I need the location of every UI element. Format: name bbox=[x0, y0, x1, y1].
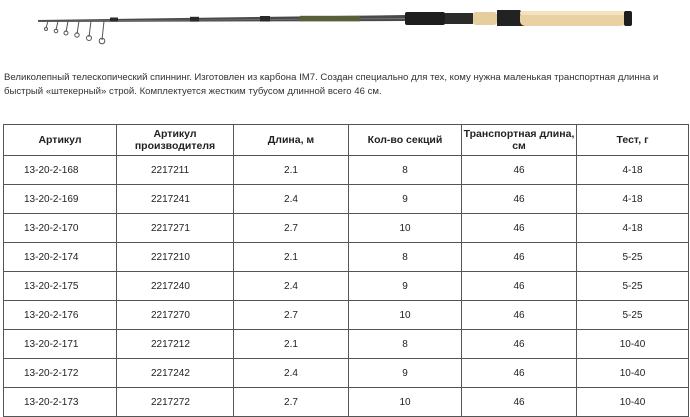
cell-transport-length: 46 bbox=[462, 185, 577, 214]
cell-sections: 9 bbox=[349, 359, 462, 388]
cell-test: 5-25 bbox=[577, 243, 689, 272]
cell-sections: 9 bbox=[349, 272, 462, 301]
cell-manufacturer-article: 2217240 bbox=[117, 272, 234, 301]
cell-article: 13-20-2-171 bbox=[4, 330, 117, 359]
cell-transport-length: 46 bbox=[462, 156, 577, 185]
cell-transport-length: 46 bbox=[462, 214, 577, 243]
cell-test: 4-18 bbox=[577, 156, 689, 185]
cell-transport-length: 46 bbox=[462, 359, 577, 388]
cell-test: 4-18 bbox=[577, 214, 689, 243]
cell-sections: 8 bbox=[349, 156, 462, 185]
cell-manufacturer-article: 2217212 bbox=[117, 330, 234, 359]
table-row bbox=[4, 359, 689, 388]
cell-length: 2.4 bbox=[234, 272, 349, 301]
table-row bbox=[4, 214, 689, 243]
cell-test: 5-25 bbox=[577, 272, 689, 301]
cell-manufacturer-article: 2217242 bbox=[117, 359, 234, 388]
table-row bbox=[4, 301, 689, 330]
cell-article: 13-20-2-173 bbox=[4, 388, 117, 417]
cell-article: 13-20-2-170 bbox=[4, 214, 117, 243]
cell-length: 2.1 bbox=[234, 330, 349, 359]
cell-sections: 9 bbox=[349, 185, 462, 214]
table-row bbox=[4, 330, 689, 359]
cell-article: 13-20-2-169 bbox=[4, 185, 117, 214]
header-article: Артикул bbox=[4, 125, 117, 156]
cell-sections: 10 bbox=[349, 301, 462, 330]
cell-length: 2.1 bbox=[234, 243, 349, 272]
cell-article: 13-20-2-172 bbox=[4, 359, 117, 388]
table-row bbox=[4, 185, 689, 214]
header-manufacturer-article: Артикул производителя bbox=[117, 125, 234, 156]
cell-length: 2.4 bbox=[234, 185, 349, 214]
cell-sections: 10 bbox=[349, 388, 462, 417]
cell-transport-length: 46 bbox=[462, 330, 577, 359]
table-row bbox=[4, 388, 689, 417]
cell-sections: 10 bbox=[349, 214, 462, 243]
rod-joint bbox=[110, 18, 118, 22]
cell-transport-length: 46 bbox=[462, 243, 577, 272]
cell-test: 10-40 bbox=[577, 388, 689, 417]
rod-joint bbox=[190, 17, 199, 22]
cell-manufacturer-article: 2217241 bbox=[117, 185, 234, 214]
cell-article: 13-20-2-176 bbox=[4, 301, 117, 330]
cell-sections: 8 bbox=[349, 243, 462, 272]
header-transport-length: Транспортная длина, см bbox=[462, 125, 577, 156]
table-row bbox=[4, 156, 689, 185]
cell-manufacturer-article: 2217271 bbox=[117, 214, 234, 243]
table-row bbox=[4, 243, 689, 272]
table-row bbox=[4, 272, 689, 301]
cell-transport-length: 46 bbox=[462, 388, 577, 417]
cell-article: 13-20-2-175 bbox=[4, 272, 117, 301]
cell-transport-length: 46 bbox=[462, 272, 577, 301]
header-sections: Кол-во секций bbox=[349, 125, 462, 156]
product-description: Великолепный телескопический спиннинг. Изготовлен из карбона IM7. Создан специально для тех, кому нужна маленькая транспортная длинна и быстрый «штекерный» строй. Комплектуется жестким тубусом длинной всего 46 см. bbox=[4, 72, 659, 97]
header-test: Тест, г bbox=[577, 125, 689, 156]
cell-manufacturer-article: 2217272 bbox=[117, 388, 234, 417]
cell-test: 4-18 bbox=[577, 185, 689, 214]
cell-article: 13-20-2-168 bbox=[4, 156, 117, 185]
cell-length: 2.7 bbox=[234, 388, 349, 417]
rod-logo bbox=[300, 16, 360, 21]
cell-manufacturer-article: 2217270 bbox=[117, 301, 234, 330]
rod-guides bbox=[45, 21, 105, 44]
cell-sections: 8 bbox=[349, 330, 462, 359]
reel-seat bbox=[405, 12, 445, 25]
table-header-row bbox=[4, 125, 689, 156]
cell-transport-length: 46 bbox=[462, 301, 577, 330]
cell-test: 10-40 bbox=[577, 330, 689, 359]
cell-test: 5-25 bbox=[577, 301, 689, 330]
cell-article: 13-20-2-174 bbox=[4, 243, 117, 272]
cell-length: 2.1 bbox=[234, 156, 349, 185]
rod-joint bbox=[260, 16, 270, 22]
header-length: Длина, м bbox=[234, 125, 349, 156]
cell-manufacturer-article: 2217210 bbox=[117, 243, 234, 272]
butt-cap bbox=[624, 11, 632, 26]
specs-table bbox=[3, 124, 689, 417]
cell-length: 2.7 bbox=[234, 301, 349, 330]
cork-grip-fore bbox=[473, 12, 497, 25]
cell-length: 2.4 bbox=[234, 359, 349, 388]
cell-test: 10-40 bbox=[577, 359, 689, 388]
cell-manufacturer-article: 2217211 bbox=[117, 156, 234, 185]
fishing-rod-image bbox=[0, 0, 690, 60]
cell-length: 2.7 bbox=[234, 214, 349, 243]
